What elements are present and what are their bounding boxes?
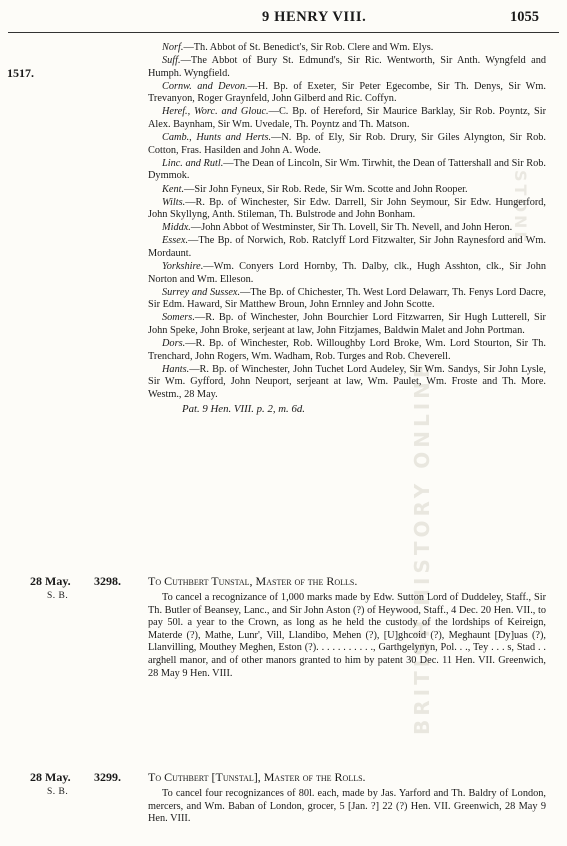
entry-text: —R. Bp. of Winchester, John Tuchet Lord Audeley, Sir Wm. Sandys, Sir John Lysle, Sir Wm. Gyfford, John Neuport, serjeant at law, Wm. Paulet, Wm. Froste and Th. More. Westm., 28 May. (148, 363, 546, 401)
commission-entry (148, 184, 546, 197)
entry-date: 28 May. (30, 770, 71, 784)
commission-entry (148, 287, 546, 312)
county-name: Wilts. (162, 196, 186, 208)
county-name: Middx. (162, 222, 191, 234)
margin-year: 1517. (7, 66, 34, 80)
entry-heading: To Cuthbert [Tunstal], Master of the Rolls. (148, 770, 366, 784)
entry-text: —John Abbot of Westminster, Sir Th. Lovell, Sir Th. Nevell, and John Heron. (190, 222, 513, 234)
entry-body: To cancel four recognizances of 80l. each, made by Jas. Yarford and Th. Baldry of London, mercers, and Wm. Baban of London, grocer, 5 [Jan. ?] 22 (?) Hen. VII. Greenwich, 28 May 9 Hen. VIII. (148, 788, 546, 825)
commission-entry (148, 338, 546, 363)
entry-date: 28 May. (30, 574, 71, 588)
county-name: Surrey and Sussex. (162, 286, 241, 298)
entry-number: 3299. (94, 770, 121, 784)
county-name: Somers. (162, 312, 195, 324)
commission-entry (148, 235, 546, 260)
page-number: 1055 (510, 9, 539, 25)
entry-text: —R. Bp. of Winchester, John Bourchier Lord Fitzwarren, Sir Hugh Lutterell, Sir John Speke, John Broke, serjeant at law, John Fitzjames, Baldwin Malet and John Portman. (148, 312, 546, 337)
county-name: Dors. (162, 338, 186, 350)
entry-text: —H. Bp. of Exeter, Sir Peter Egecombe, Sir Th. Denys, Sir Wm. Trevanyon, Roger Graynfeld, John Gilberd and Ric. Coffyn. (148, 80, 546, 105)
entry-heading: To Cuthbert Tunstal, Master of the Rolls. (148, 574, 358, 588)
commission-entry (148, 312, 546, 337)
entry-text: —The Abbot of Bury St. Edmund's, Sir Ric. Wentworth, Sir Anth. Wyngfeld and Humph. Wyngfield. (148, 55, 546, 79)
source-mark: S. B. (47, 591, 69, 601)
county-name: Kent. (162, 183, 185, 195)
entry-text: —C. Bp. of Hereford, Sir Maurice Barklay, Sir Rob. Poyntz, Sir Alex. Baynham, Sir Wm. Uvedale, Th. Poyntz and Th. Matson. (148, 106, 547, 131)
county-name: Cornw. and Devon. (162, 80, 248, 92)
commission-entry (148, 42, 546, 55)
entry-text: —R. Bp. of Winchester, Sir Edw. Darrell, Sir John Seymour, Sir Edw. Hungerford, John Skyllyng, Anth. Stileman, Th. Bulstrode and John Bonham. (148, 196, 546, 221)
running-header-title: 9 HENRY VIII. (262, 9, 367, 25)
entry-text: —The Bp. of Chichester, Th. West Lord Delawarr, Th. Fenys Lord Dacre, Sir Edm. Haward, Sir Matthew Broun, John Ernnley and John Scotte. (148, 286, 546, 311)
entry-text: —Th. Abbot of St. Benedict's, Sir Rob. Clere and Wm. Elys. (183, 42, 434, 53)
commission-entry (148, 158, 546, 183)
watermark-side: STONE (511, 170, 530, 246)
county-name: Linc. and Rutl. (162, 157, 224, 169)
entry-text: —Sir John Fyneux, Sir Rob. Rede, Sir Wm. Scotte and John Rooper. (184, 183, 468, 195)
entry-text: —R. Bp. of Winchester, Rob. Willoughby Lord Broke, Wm. Lord Stourton, Sir Th. Trenchard, John Rogers, Wm. Wadham, Rob. Turges and Rob. Cheverell. (148, 338, 546, 362)
header-rule (8, 32, 559, 33)
county-name: Hants. (162, 363, 190, 375)
county-name: Camb., Hunts and Herts. (162, 132, 272, 144)
county-name: Essex. (162, 235, 189, 247)
commission-entry (148, 132, 546, 157)
commission-entry (148, 55, 546, 80)
commission-entry (148, 222, 546, 235)
commission-entry (148, 106, 546, 131)
watermark: BRITISH HISTORY ONLINE (410, 360, 434, 735)
county-name: Suff. (162, 55, 181, 67)
county-name: Heref., Worc. and Glouc. (162, 106, 269, 118)
entry-text: —N. Bp. of Ely, Sir Rob. Drury, Sir Giles Alyngton, Sir Rob. Cotton, Fras. Hasilden and John A. Wode. (148, 132, 546, 156)
patent-reference: Pat. 9 Hen. VIII. p. 2, m. 6d. (182, 402, 305, 415)
entry-text: —The Bp. of Norwich, Rob. Ratclyff Lord Fitzwalter, Sir John Raynesford and Wm. Mordaunt. (148, 235, 546, 259)
commission-list (148, 42, 546, 416)
entry-text: —Wm. Conyers Lord Hornby, Th. Dalby, clk., Hugh Asshton, clk., Sir John Norton and Wm. Elleson. (148, 261, 546, 285)
source-mark: S. B. (47, 787, 69, 797)
entry-body: To cancel a recognizance of 1,000 marks made by Edw. Sutton Lord of Duddeley, Staff., Sir Th. Butler of Beansey, Lanc., and Sir John Aston (?) of Heywood, Staff., 4 Dec. 20 Hen. VII., to pay 50l. a year to the Crown, as long as he held the custody of the lordships of Keireign, Materde (?), Mathe, Lunr', Vill, Llandibo, Mehen (?), [U]ghcoid (?), Meghaunt [Dy]uas (?), Llanvilling, Mouthey Meghen, Eston (?). . . . . . . . . . ., Garthgelynyn, Pol. . ., Tey . . . s, Stad . . arghell manor, and of other manors granted to him by patent 30 Dec. 11 Hen. VII. Greenwich, 28 May 9 Hen. VIII. (148, 592, 546, 679)
county-name: Yorkshire. (162, 261, 204, 273)
entry-number: 3298. (94, 574, 121, 588)
commission-entry (148, 197, 546, 222)
county-name: Norf. (162, 42, 184, 53)
entry-text: —The Dean of Lincoln, Sir Wm. Tirwhit, the Dean of Tattershall and Sir Rob. Dymmok. (148, 157, 546, 182)
commission-entry (148, 261, 546, 286)
commission-entry (148, 364, 546, 402)
commission-entry (148, 81, 546, 106)
